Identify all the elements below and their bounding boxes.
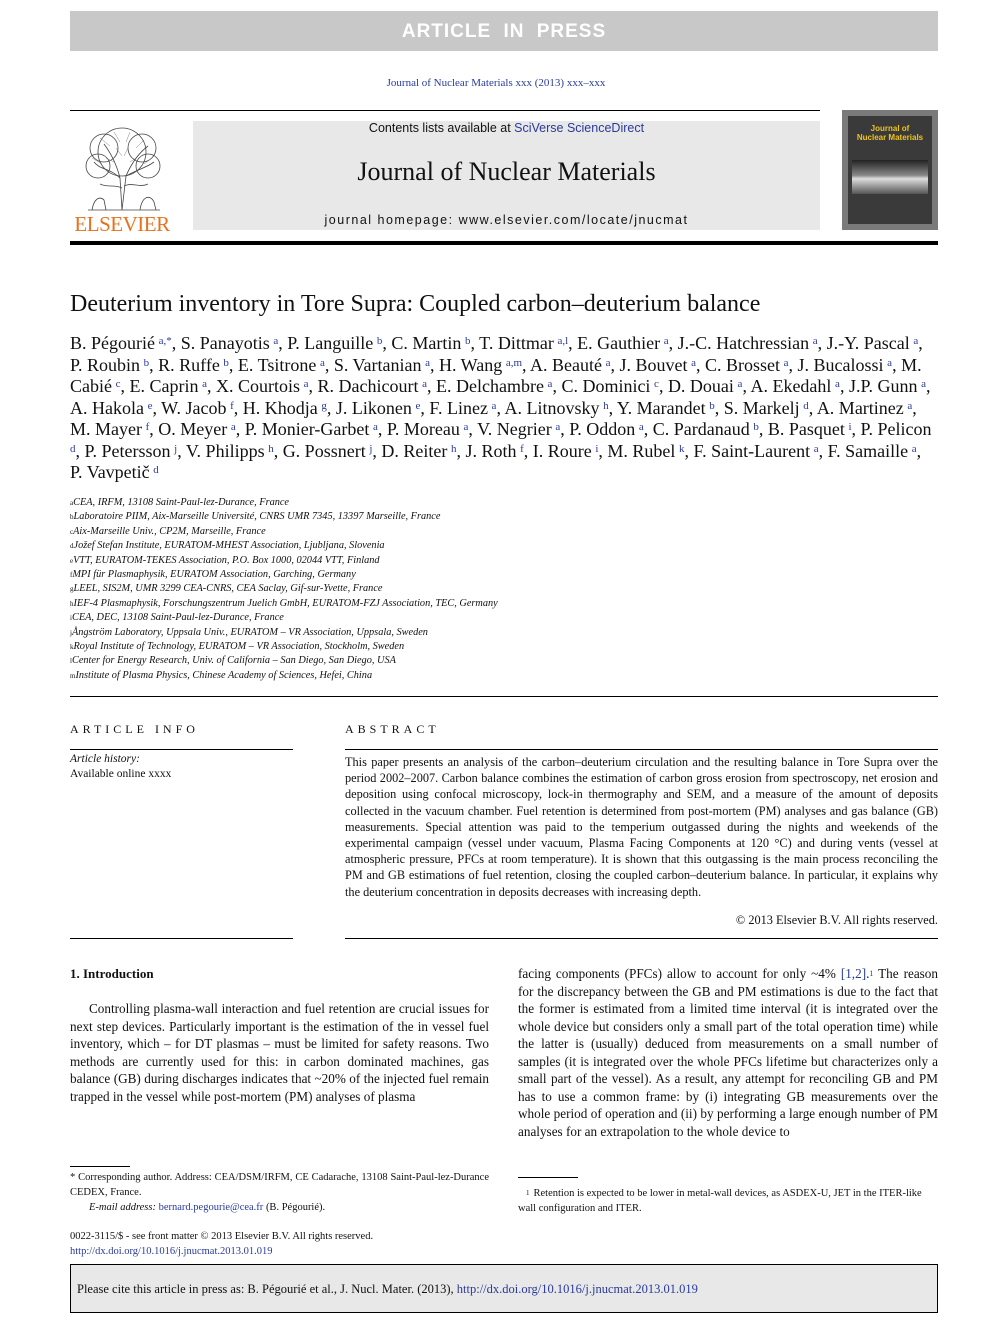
author-name: P. Monier-Garbet bbox=[244, 419, 370, 439]
author-affiliation-marker[interactable]: i bbox=[595, 442, 599, 455]
author-affiliation-marker[interactable]: f bbox=[230, 399, 234, 412]
affiliation-text: Center for Energy Research, Univ. of California – San Diego, San Diego, USA bbox=[71, 655, 396, 667]
author[interactable] bbox=[158, 355, 229, 375]
author[interactable] bbox=[70, 462, 159, 482]
author-name: D. Douai bbox=[667, 376, 734, 396]
author[interactable] bbox=[620, 355, 697, 375]
author[interactable] bbox=[429, 398, 496, 418]
body-column-right: facing components (PFCs) allow to account for only ~4% [1,2].$^1$ The reason for the discrepancy between the GB and PM estimations is due to the fact that the former is estimated from a limited time interval (it is integrated over the whole device but considers only a small part of the total operation time) while the latter is (usually) deduced from measurements on a small number of samples (it is integrated over the whole PFCs lifetime but characterizes only a small part of the vessel). As a result, any attempt for reconciling GB and PM has to use a common frame: by (i) integrating GB measurements over the whole period of operation and (ii) by performing a large enough number of PM analyses for an extrapolation to the whole device to bbox=[518, 966, 938, 1139]
author[interactable] bbox=[828, 441, 917, 461]
affiliation-key: a bbox=[70, 499, 74, 507]
author-name: W. Jacob bbox=[161, 397, 227, 418]
affiliation-text: MPI für Plasmaphysik, EURATOM Association, Garching, Germany bbox=[72, 569, 356, 581]
author-name: X. Courtois bbox=[216, 376, 301, 396]
affiliation-text: IEF-4 Plasmaphysik, Forschungszentrum Juelich GmbH, EURATOM-FZJ Association, TEC, Germany bbox=[73, 597, 498, 609]
author-name: R. Dachicourt bbox=[317, 376, 419, 396]
article-info-rule-bottom bbox=[70, 938, 293, 939]
author-affiliation-marker[interactable]: a bbox=[547, 378, 553, 390]
article-info-rule-top bbox=[70, 749, 293, 750]
author-affiliation-marker[interactable]: j bbox=[174, 442, 178, 455]
author-affiliation-marker[interactable]: a,* bbox=[158, 335, 172, 347]
author-affiliation-marker[interactable]: b bbox=[143, 356, 150, 369]
doi-link[interactable]: http://dx.doi.org/10.1016/j.jnucmat.2013.01.019 bbox=[70, 1245, 273, 1257]
affiliation-text: Ångström Laboratory, Uppsala Univ., EURATOM – VR Association, Uppsala, Sweden bbox=[71, 626, 428, 638]
cover-title: Journal of Nuclear Materials bbox=[856, 124, 924, 142]
col2-text-start: facing components (PFCs) allow to account for only ~4% bbox=[518, 966, 841, 981]
affiliation-item bbox=[70, 525, 498, 539]
contents-prefix: Contents lists available at bbox=[368, 121, 515, 135]
author-name: G. Possnert bbox=[282, 440, 366, 461]
footnote-1-marker: 1 bbox=[526, 1189, 530, 1197]
author-affiliation-marker[interactable]: a bbox=[737, 378, 743, 390]
author[interactable] bbox=[70, 419, 149, 439]
corresponding-author-address: * Corresponding author. Address: CEA/DSM/IRFM, CE Cadarache, 13108 Saint-Paul-lez-Durance CEDEX, France. bbox=[70, 1172, 489, 1198]
author-name: D. Reiter bbox=[381, 440, 448, 461]
email-suffix: (B. Pégourié). bbox=[263, 1202, 326, 1213]
affiliation-key: j bbox=[70, 628, 72, 637]
email-label: E-mail address: bbox=[89, 1202, 159, 1213]
author[interactable] bbox=[238, 355, 325, 375]
author[interactable] bbox=[70, 398, 152, 418]
author-name: J. Roth bbox=[465, 440, 517, 461]
author-name: E. Delchambre bbox=[435, 376, 544, 396]
author-affiliation-marker[interactable]: a bbox=[812, 335, 818, 347]
author-name: H. Khodja bbox=[242, 397, 318, 418]
author[interactable] bbox=[577, 333, 668, 353]
author-affiliation-marker[interactable]: k bbox=[679, 442, 685, 455]
author-affiliation-marker[interactable]: b bbox=[709, 399, 715, 412]
corresponding-author-footnote bbox=[70, 1170, 489, 1215]
affiliation-key: m bbox=[70, 671, 76, 680]
author-affiliation-marker[interactable]: d bbox=[153, 464, 159, 476]
author-name: C. Martin bbox=[391, 333, 462, 353]
author-name: J.-Y. Pascal bbox=[826, 333, 910, 353]
author-name: E. Gauthier bbox=[577, 333, 661, 353]
author[interactable] bbox=[130, 376, 208, 396]
author[interactable] bbox=[391, 333, 470, 353]
author[interactable] bbox=[533, 441, 599, 461]
author-affiliation-marker[interactable]: a bbox=[911, 442, 917, 455]
author[interactable] bbox=[318, 376, 427, 396]
footnote-rule-left bbox=[70, 1166, 130, 1167]
author-affiliation-marker[interactable]: c bbox=[115, 378, 121, 390]
author-affiliation-marker[interactable]: a bbox=[273, 335, 279, 347]
author-affiliation-marker[interactable]: i bbox=[848, 421, 852, 433]
author[interactable] bbox=[530, 355, 610, 375]
email-link[interactable]: bernard.pegourie@cea.fr bbox=[158, 1202, 264, 1213]
sciencedirect-link[interactable]: SciVerse ScienceDirect bbox=[514, 121, 645, 135]
author-name: P. Languille bbox=[287, 333, 374, 353]
author-affiliation-marker[interactable]: a bbox=[555, 421, 561, 433]
article-history-label: Article history: bbox=[70, 753, 140, 765]
author-name: J. Bouvet bbox=[619, 354, 688, 375]
author[interactable] bbox=[617, 398, 715, 418]
author[interactable] bbox=[768, 419, 852, 439]
author[interactable] bbox=[465, 441, 523, 461]
author-affiliation-marker[interactable]: a bbox=[663, 335, 669, 347]
author-affiliation-marker[interactable]: a bbox=[691, 356, 697, 369]
article-title: Deuterium inventory in Tore Supra: Coupled carbon–deuterium balance bbox=[70, 291, 761, 317]
author-affiliation-marker[interactable]: a bbox=[425, 356, 430, 369]
author-affiliation-marker[interactable]: b bbox=[223, 356, 229, 369]
elsevier-wordmark: ELSEVIER bbox=[74, 212, 170, 236]
affiliation-key: b bbox=[70, 513, 74, 522]
author-name: I. Roure bbox=[532, 440, 592, 461]
affiliation-item bbox=[70, 568, 498, 582]
author-name: A. Litnovsky bbox=[504, 397, 600, 418]
author-affiliation-marker[interactable]: e bbox=[415, 399, 421, 412]
author-affiliation-marker[interactable]: a bbox=[319, 356, 325, 369]
author-name: S. Vartanian bbox=[333, 354, 422, 375]
author-affiliation-marker[interactable]: a bbox=[372, 421, 378, 433]
author-name: J.-C. Hatchressian bbox=[677, 333, 810, 353]
author[interactable] bbox=[561, 376, 659, 396]
author-name: E. Caprin bbox=[129, 376, 199, 396]
affiliation-item bbox=[70, 539, 498, 553]
journal-homepage-link[interactable]: www.elsevier.com/locate/jnucmat bbox=[458, 213, 689, 227]
body-column-left: Controlling plasma-wall interaction and fuel retention are crucial issues for next step devices. Particularly important is the estimation of the in vessel fuel inventory, which – for DT plasmas – must be limited for safety reasons. Two methods are currently used for this: in carbon dominated machines, gas balance (GB) during discharges indicates that ~20% of the injected fuel remain trapped in the vessel while post-mortem (PM) analyses of plasma bbox=[70, 1001, 489, 1104]
footnote-1-text: Retention is expected to be lower in metal-wall devices, as ASDEX-U, JET in the ITER-like wall configuration and ITER. bbox=[518, 1188, 922, 1214]
author-name: B. Pégourié bbox=[70, 333, 155, 353]
author[interactable] bbox=[287, 333, 382, 353]
author-affiliation-marker[interactable]: j bbox=[369, 442, 373, 455]
cover-image-icon bbox=[852, 160, 928, 194]
author-name: J. Likonen bbox=[335, 397, 412, 418]
affiliation-item bbox=[70, 611, 498, 625]
author-affiliation-marker[interactable]: a bbox=[491, 399, 497, 412]
contents-available-line bbox=[193, 121, 820, 135]
author[interactable] bbox=[283, 441, 373, 461]
affiliation-item bbox=[70, 654, 498, 668]
affiliation-text: CEA, IRFM, 13108 Saint-Paul-lez-Durance, France bbox=[73, 497, 290, 508]
author-name: V. Philipps bbox=[185, 440, 265, 461]
author-name: B. Pasquet bbox=[767, 419, 845, 439]
author-name: F. Saint-Laurent bbox=[693, 440, 811, 461]
affiliation-key: c bbox=[70, 527, 74, 536]
author[interactable] bbox=[569, 419, 644, 439]
affiliation-text: CEA, DEC, 13108 Saint-Paul-lez-Durance, France bbox=[71, 612, 284, 624]
author-affiliation-marker[interactable]: a bbox=[422, 378, 427, 390]
affiliation-text: Aix-Marseille Univ., CP2M, Marseille, France bbox=[73, 525, 266, 537]
author-affiliation-marker[interactable]: h bbox=[450, 442, 457, 455]
author[interactable] bbox=[186, 441, 274, 461]
article-in-press-banner: ARTICLE IN PRESS bbox=[70, 11, 938, 51]
affiliation-item bbox=[70, 597, 498, 611]
author-name: R. Ruffe bbox=[158, 354, 220, 375]
author-name: P. Petersson bbox=[84, 440, 171, 461]
journal-homepage-line bbox=[193, 213, 820, 227]
author-affiliation-marker[interactable]: f bbox=[520, 442, 524, 455]
author-name: H. Wang bbox=[438, 354, 503, 375]
author-affiliation-marker[interactable]: a bbox=[913, 335, 919, 347]
affiliation-item bbox=[70, 582, 498, 596]
article-info-heading: ARTICLE INFO bbox=[70, 722, 199, 736]
author[interactable] bbox=[387, 419, 469, 439]
author-name: A. Hakola bbox=[70, 397, 144, 418]
author[interactable] bbox=[817, 398, 912, 418]
author[interactable] bbox=[70, 355, 149, 375]
author-affiliation-marker[interactable]: a,m bbox=[505, 356, 523, 369]
author[interactable] bbox=[243, 398, 327, 418]
author-list: B. Pégourié $^{a,*}$, S. Panayotis $^a$, P. Languille $^b$, C. Martin $^b$, T. Dittmar $^{a,l}$, E. Gauthier $^a$, J.-C. Hatchressian $^a$, J.-Y. Pascal $^a$, P. Roubin $^b$, R. Ruffe $^b$, E. Tsitrone $^a$, S. Vartanian $^a$, H. Wang $^{a,m}$, A. Beauté $^a$, J. Bouvet $^a$, C. Brosset $^a$, J. Bucalossi $^a$, M. Cabié $^c$, E. Caprin $^a$, X. Courtois $^a$, R. Dachicourt $^a$, E. Delchambre $^a$, C. Dominici $^c$, D. Douai $^a$, A. Ekedahl $^a$, J.P. Gunn $^a$, A. Hakola $^e$, W. Jacob $^f$, H. Khodja $^g$, J. Likonen $^e$, F. Linez $^a$, A. Litnovsky $^h$, Y. Marandet $^b$, S. Markelj $^d$, A. Martinez $^a$, M. Mayer $^f$, O. Meyer $^a$, P. Monier-Garbet $^a$, P. Moreau $^a$, V. Negrier $^a$, P. Oddon $^a$, C. Pardanaud $^b$, B. Pasquet $^i$, P. Pelicon $^d$, P. Petersson $^j$, V. Philipps $^h$, G. Possnert $^j$, D. Reiter $^h$, J. Roth $^f$, I. Roure $^i$, M. Rubel $^k$, F. Saint-Laurent $^a$, F. Samaille $^a$, P. Vavpetič $^d$ bbox=[70, 333, 938, 484]
author[interactable] bbox=[158, 419, 235, 439]
citation-box bbox=[70, 1264, 938, 1313]
affiliation-text: Laboratoire PIIM, Aix-Marseille Université, CNRS UMR 7345, 13397 Marseille, France bbox=[73, 511, 441, 523]
author[interactable] bbox=[439, 355, 522, 375]
author-name: C. Dominici bbox=[561, 376, 651, 396]
abstract-rule-bottom bbox=[345, 938, 938, 939]
affiliations-rule bbox=[70, 696, 938, 697]
journal-cover-thumbnail[interactable] bbox=[842, 110, 938, 230]
citation-doi-link[interactable]: http://dx.doi.org/10.1016/j.jnucmat.2013.01.019 bbox=[456, 1282, 698, 1296]
footnote-marker[interactable]: 1 bbox=[869, 969, 874, 978]
author-affiliation-marker[interactable]: a bbox=[638, 421, 644, 433]
author[interactable] bbox=[653, 419, 759, 439]
affiliation-item bbox=[70, 510, 498, 524]
author-name: T. Dittmar bbox=[479, 333, 554, 353]
author-name: F. Linez bbox=[429, 397, 488, 418]
author[interactable] bbox=[694, 441, 819, 461]
issn-block bbox=[70, 1230, 373, 1259]
author[interactable] bbox=[381, 441, 456, 461]
author-name: S. Markelj bbox=[723, 397, 800, 418]
author[interactable] bbox=[245, 419, 378, 439]
author[interactable] bbox=[336, 398, 421, 418]
citation-link[interactable]: [1,2] bbox=[840, 966, 867, 981]
author[interactable] bbox=[161, 398, 234, 418]
affiliation-text: Jožef Stefan Institute, EURATOM-MHEST Association, Ljubljana, Slovenia bbox=[73, 540, 385, 552]
citation-prefix: Please cite this article in press as: B. Pégourié et al., J. Nucl. Mater. (2013), bbox=[77, 1282, 457, 1296]
author[interactable] bbox=[705, 355, 789, 375]
author-name: A. Ekedahl bbox=[750, 376, 832, 396]
author-name: C. Pardanaud bbox=[652, 419, 750, 439]
author-affiliation-marker[interactable]: b bbox=[376, 335, 383, 347]
author-name: P. Pelicon bbox=[860, 419, 932, 439]
author-affiliation-marker[interactable]: b bbox=[753, 421, 759, 433]
author-name: V. Negrier bbox=[477, 419, 552, 439]
affiliation-text: Institute of Plasma Physics, Chinese Academy of Sciences, Hefei, China bbox=[75, 669, 373, 681]
author[interactable] bbox=[668, 376, 743, 396]
author-name: S. Panayotis bbox=[180, 333, 270, 353]
author-affiliation-marker[interactable]: a bbox=[463, 421, 469, 433]
affiliation-key: f bbox=[70, 571, 73, 580]
author[interactable] bbox=[827, 333, 919, 353]
author[interactable] bbox=[504, 398, 608, 418]
author[interactable] bbox=[334, 355, 430, 375]
header-rule bbox=[70, 110, 820, 111]
issn-line: 0022-3115/$ - see front matter © 2013 Elsevier B.V. All rights reserved. bbox=[70, 1231, 374, 1242]
author-affiliation-marker[interactable]: a bbox=[835, 378, 840, 390]
author-affiliation-marker[interactable]: d bbox=[70, 442, 76, 455]
author-name: P. Moreau bbox=[386, 419, 460, 439]
journal-masthead bbox=[193, 121, 820, 230]
author[interactable] bbox=[216, 376, 309, 396]
author-affiliation-marker[interactable]: f bbox=[145, 421, 150, 433]
homepage-prefix: journal homepage: bbox=[324, 213, 459, 227]
author[interactable] bbox=[181, 333, 279, 353]
author-name: P. Oddon bbox=[569, 419, 636, 439]
journal-reference-link[interactable]: Journal of Nuclear Materials xxx (2013) xxx–xxx bbox=[386, 77, 606, 89]
author-name: P. Vavpetič bbox=[70, 462, 150, 482]
abstract-rule-top bbox=[345, 749, 938, 750]
author-name: M. Mayer bbox=[70, 419, 142, 439]
author-name: E. Tsitrone bbox=[237, 354, 317, 375]
affiliation-key: g bbox=[70, 585, 74, 594]
affiliation-key: l bbox=[70, 657, 72, 666]
author[interactable] bbox=[750, 376, 839, 396]
affiliation-text: Royal Institute of Technology, EURATOM – VR Association, Stockholm, Sweden bbox=[73, 641, 405, 653]
author-affiliation-marker[interactable]: d bbox=[803, 399, 809, 412]
author-affiliation-marker[interactable]: a bbox=[783, 356, 789, 369]
author-name: J.P. Gunn bbox=[848, 376, 918, 396]
author-affiliation-marker[interactable]: c bbox=[654, 378, 659, 390]
author-affiliation-marker[interactable]: b bbox=[464, 335, 471, 347]
author[interactable] bbox=[477, 419, 560, 439]
author-affiliation-marker[interactable]: a bbox=[303, 378, 309, 390]
author[interactable] bbox=[849, 376, 926, 396]
author-affiliation-marker[interactable]: a bbox=[202, 378, 207, 390]
author[interactable] bbox=[85, 441, 178, 461]
affiliation-key: d bbox=[70, 542, 74, 551]
affiliation-item bbox=[70, 640, 498, 654]
col2-text-rest: The reason for the discrepancy between the GB and PM estimations is due to the fact that the former is estimated from a limited time interval (it is integrated over the whole device but considers only a small part of the total operation time) while the latter is (usually) deduced from measurements on a small number of samples (it is integrated over the whole PFCs lifetime but characterizes only a small part of the vessel). As a result, any attempt for reconciling GB and PM has to use a common frame: by (i) integrating GB measurements over the whole period of operation and (ii) by performing a large enough number of PM analyses for an extrapolation to the whole device to bbox=[518, 966, 938, 1139]
author-name: A. Martinez bbox=[816, 397, 904, 418]
author-name: J. Bucalossi bbox=[797, 354, 884, 375]
author-affiliation-marker[interactable]: e bbox=[147, 399, 153, 412]
author-name: C. Brosset bbox=[705, 354, 781, 375]
author-affiliation-marker[interactable]: a bbox=[887, 356, 893, 369]
author-name: Y. Marandet bbox=[616, 397, 706, 418]
author-affiliation-marker[interactable]: a bbox=[230, 421, 236, 433]
author-name: M. Cabié bbox=[70, 354, 922, 396]
author-name: O. Meyer bbox=[158, 419, 228, 439]
footnote-rule-right bbox=[518, 1177, 578, 1178]
author-affiliation-marker[interactable]: a bbox=[813, 442, 819, 455]
author-name: P. Roubin bbox=[70, 354, 141, 375]
author-name: F. Samaille bbox=[827, 440, 909, 461]
section-heading-introduction: 1. Introduction bbox=[70, 966, 154, 981]
author[interactable] bbox=[70, 333, 172, 353]
author-affiliation-marker[interactable]: a bbox=[605, 356, 611, 369]
affiliation-item bbox=[70, 669, 498, 683]
author-name: M. Rubel bbox=[607, 440, 676, 461]
author-affiliation-marker[interactable]: g bbox=[321, 399, 327, 412]
affiliation-key: i bbox=[70, 614, 72, 623]
abstract-heading: ABSTRACT bbox=[345, 722, 440, 736]
masthead-rule bbox=[70, 241, 938, 245]
author-affiliation-marker[interactable]: a,l bbox=[557, 335, 569, 347]
affiliation-text: LEEL, SIS2M, UMR 3299 CEA-CNRS, CEA Saclay, Gif-sur-Yvette, France bbox=[73, 583, 383, 595]
abstract-text: This paper presents an analysis of the carbon–deuterium circulation and the resulting balance in Tore Supra over the period 2002–2007. Carbon balance combines the estimation of carbon gross erosion from spectroscopy, net erosion and deposition using confocal microscopy, lock-in thermography and SEM, and a measure of the amount of deposits collected in the vacuum chamber. Fuel retention is determined from post-mortem (PM) analyses and gas balance (GB) measurements. Special attention was paid to the temperium outgassed during the nights and weekends of the experimental campaign (vessel under vacuum, Plasma Facing Components at 120 °C) and during vents (vessel at atmospheric pressure, PFCs at room temperature). It is shown that this outgassing is the main process reconciling the PM and GB estimations of fuel retention, closing the coupled carbon–deuterium balance. In particular, it explains why the deuterium concentration in deposits decreases with increasing depth. bbox=[345, 755, 938, 899]
author-name: A. Beauté bbox=[530, 354, 603, 375]
author[interactable] bbox=[607, 441, 684, 461]
footnote-1 bbox=[518, 1186, 938, 1216]
author-affiliation-marker[interactable]: a bbox=[921, 378, 926, 390]
author-affiliation-marker[interactable]: a bbox=[907, 399, 913, 412]
affiliation-key: e bbox=[70, 556, 74, 565]
author[interactable] bbox=[479, 333, 568, 353]
affiliation-list bbox=[70, 496, 498, 683]
affiliation-key: k bbox=[70, 643, 74, 652]
affiliation-item bbox=[70, 554, 498, 568]
affiliation-key: h bbox=[70, 599, 74, 608]
affiliation-text: VTT, EURATOM-TEKES Association, P.O. Box 1000, 02044 VTT, Finland bbox=[73, 554, 380, 566]
copyright-line: © 2013 Elsevier B.V. All rights reserved. bbox=[735, 913, 938, 927]
article-history-value: Available online xxxx bbox=[70, 768, 172, 780]
author-affiliation-marker[interactable]: h bbox=[603, 399, 609, 412]
affiliation-item bbox=[70, 496, 498, 510]
author[interactable] bbox=[678, 333, 818, 353]
journal-title: Journal of Nuclear Materials bbox=[357, 157, 656, 186]
author[interactable] bbox=[436, 376, 552, 396]
author[interactable] bbox=[798, 355, 893, 375]
author[interactable] bbox=[724, 398, 809, 418]
author-affiliation-marker[interactable]: h bbox=[268, 442, 274, 455]
affiliation-item bbox=[70, 626, 498, 640]
